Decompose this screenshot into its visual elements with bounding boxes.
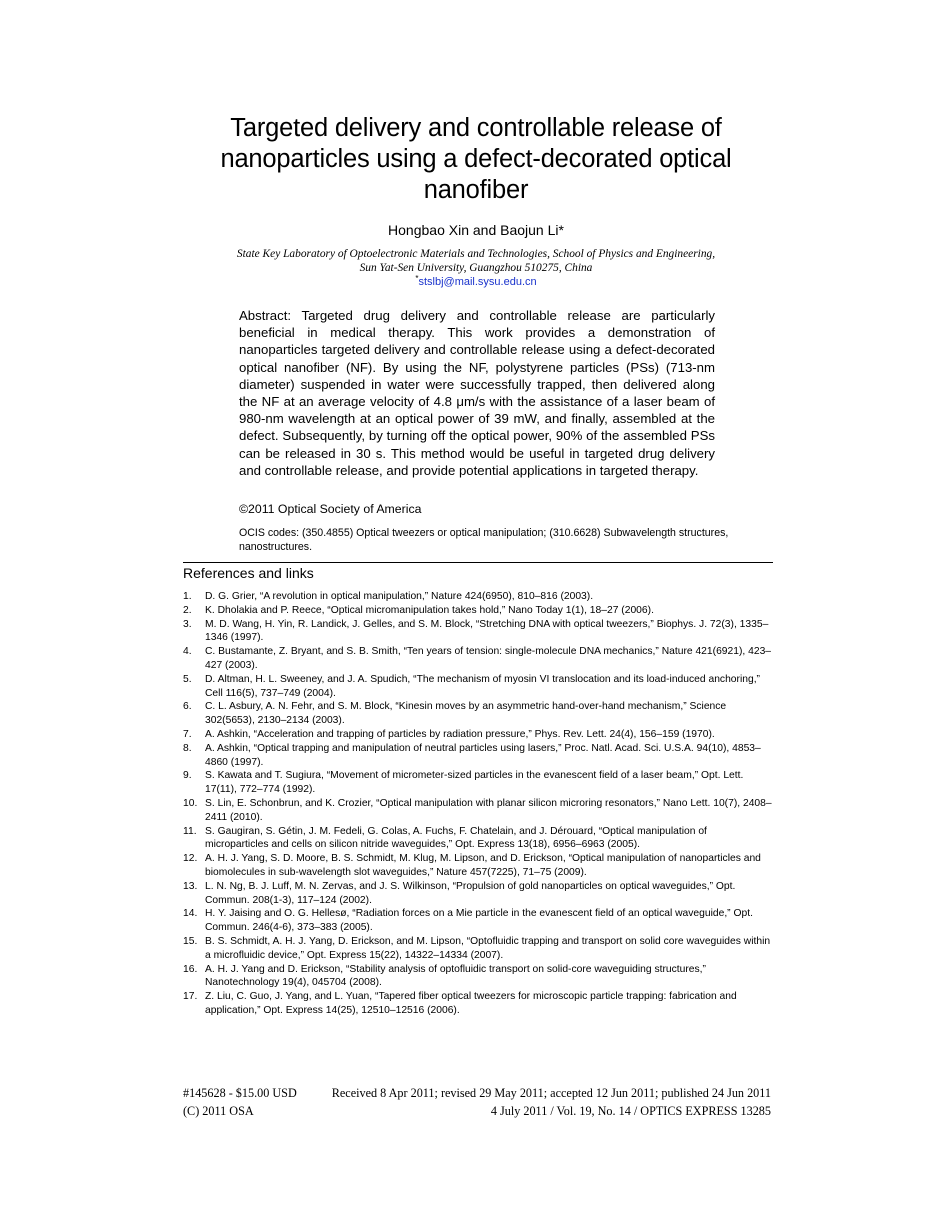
reference-text: S. Gaugiran, S. Gétin, J. M. Fedeli, G. Colas, A. Fuchs, F. Chatelain, and J. Dérouard, “Optical manipulation of microparticles and cells on silicon nitride waveguides,” Opt. Express 13(18), 6956–6963 (2005). [205, 825, 707, 851]
reference-number: 1. [183, 591, 192, 602]
reference-item [183, 797, 773, 825]
footer-line-1 [183, 1086, 771, 1101]
reference-text: M. D. Wang, H. Yin, R. Landick, J. Gelles, and S. M. Block, “Stretching DNA with optical tweezers,” Biophys. J. 72(3), 1335–1346 (1997). [205, 618, 769, 644]
reference-item [183, 907, 773, 935]
abstract [239, 307, 715, 479]
reference-item [183, 645, 773, 673]
reference-item [183, 880, 773, 908]
reference-text: S. Lin, E. Schonbrun, and K. Crozier, “Optical manipulation with planar silicon microring resonators,” Nano Lett. 10(7), 2408–2411 (2010). [205, 797, 772, 823]
affiliation [170, 247, 782, 275]
reference-number: 5. [183, 673, 192, 685]
reference-number: 9. [183, 770, 192, 782]
reference-text: C. L. Asbury, A. N. Fehr, and S. M. Block, “Kinesin moves by an asymmetric hand-over-hand mechanism,” Science 302(5653), 2130–2134 (2003). [205, 701, 727, 727]
abstract-label: Abstract: [239, 308, 292, 323]
copyright-notice: ©2011 Optical Society of America [239, 502, 422, 516]
email-marker: * [415, 274, 419, 283]
reference-text: A. H. J. Yang, S. D. Moore, B. S. Schmidt, M. Klug, M. Lipson, and D. Erickson, “Optical manipulation of nanoparticles and biomolecules in sub-wavelength slot waveguides,” Nature 457(7225), 71–75 (2009). [205, 853, 761, 878]
reference-number: 10. [183, 797, 198, 809]
affiliation-line-2: Sun Yat-Sen University, Guangzhou 510275, China [359, 262, 593, 274]
reference-item [183, 852, 773, 880]
received-dates: Received 8 Apr 2011; revised 29 May 2011; accepted 12 Jun 2011; published 24 Jun 2011 [331, 1086, 771, 1100]
reference-number: 15. [183, 935, 198, 947]
abstract-text: Targeted drug delivery and controllable release are particularly beneficial in medical therapy. This work provides a demonstration of nanoparticles targeted delivery and controllable release using a defect-decorated optical nanofiber (NF). By using the NF, polystyrene particles (PSs) (713-nm diameter) suspended in water were successfully trapped, then delivered along the NF at an average velocity of 4.8 μm/s with the assistance of a laser beam of 980-nm wavelength at an optical power of 39 mW, and finally, assembled at the defect. Subsequently, by turning off the optical power, 90% of the assembled PSs can be released in 30 s. This method would be useful in targeted drug delivery and controllable release, and provide potential applications in targeted therapy. [239, 308, 715, 478]
author-list: Hongbao Xin and Baojun Li* [388, 222, 564, 238]
reference-text: C. Bustamante, Z. Bryant, and S. B. Smith, “Ten years of tension: single-molecule DNA mechanics,” Nature 421(6921), 423–427 (2003). [205, 646, 772, 671]
corresponding-email [170, 274, 782, 288]
references-list [183, 590, 773, 1018]
reference-text: H. Y. Jaising and O. G. Hellesø, “Radiation forces on a Mie particle in the evanescent field of an optical waveguide,” Opt. Commun. 246(4-6), 373–383 (2005). [205, 908, 753, 934]
reference-number: 16. [183, 963, 198, 975]
reference-number: 2. [183, 604, 192, 616]
reference-item [183, 673, 773, 701]
reference-text: B. S. Schmidt, A. H. J. Yang, D. Erickson, and M. Lipson, “Optofluidic trapping and transport on solid core waveguides within a microfluidic device,” Opt. Express 15(22), 14322–14334 (2007). [205, 935, 771, 961]
reference-text: K. Dholakia and P. Reece, “Optical micromanipulation takes hold,” Nano Today 1(1), 18–27 (2006). [205, 604, 654, 616]
reference-number: 8. [183, 742, 192, 754]
reference-number: 13. [183, 880, 198, 892]
reference-text: Z. Liu, C. Guo, J. Yang, and L. Yuan, “Tapered fiber optical tweezers for microscopic particle trapping: fabrication and application,” Opt. Express 14(25), 12510–12516 (2006). [205, 991, 737, 1016]
reference-text: A. H. J. Yang and D. Erickson, “Stability analysis of optofluidic transport on solid-core waveguiding structures,” Nanotechnology 19(4), 045704 (2008). [205, 963, 706, 989]
reference-item [183, 742, 773, 770]
ocis-codes: OCIS codes: (350.4855) Optical tweezers or optical manipulation; (310.6628) Subwavelength structures, nanostructures. [239, 527, 729, 553]
reference-number: 7. [183, 728, 192, 740]
reference-item [183, 769, 773, 797]
reference-text: L. N. Ng, B. J. Luff, M. N. Zervas, and J. S. Wilkinson, “Propulsion of gold nanoparticles on optical waveguides,” Opt. Commun. 208(1-3), 117–124 (2002). [205, 880, 736, 906]
reference-item [183, 825, 773, 853]
footer-line-2 [183, 1104, 771, 1119]
reference-item [183, 590, 773, 604]
reference-item [183, 700, 773, 728]
reference-number: 11. [183, 825, 197, 837]
osa-copyright: (C) 2011 OSA [183, 1104, 254, 1118]
journal-citation: 4 July 2011 / Vol. 19, No. 14 / OPTICS EXPRESS 13285 [490, 1104, 771, 1118]
reference-text: A. Ashkin, “Optical trapping and manipulation of neutral particles using lasers,” Proc. Natl. Acad. Sci. U.S.A. 94(10), 4853–4860 (1997). [205, 742, 761, 768]
reference-text: D. G. Grier, “A revolution in optical manipulation,” Nature 424(6950), 810–816 (2003). [205, 591, 594, 602]
reference-number: 6. [183, 701, 192, 713]
reference-item [183, 935, 773, 963]
reference-text: D. Altman, H. L. Sweeney, and J. A. Spudich, “The mechanism of myosin VI translocation and its load-induced anchoring,” Cell 116(5), 737–749 (2004). [205, 673, 760, 699]
affiliation-line-1: State Key Laboratory of Optoelectronic Materials and Technologies, School of Physics and Engineering, [236, 248, 716, 260]
reference-item [183, 963, 773, 991]
reference-item [183, 604, 773, 618]
paper-title: Targeted delivery and controllable release of nanoparticles using a defect-decorated optical nanofiber [220, 114, 732, 204]
reference-text: S. Kawata and T. Sugiura, “Movement of micrometer-sized particles in the evanescent field of a laser beam,” Opt. Lett. 17(11), 772–774 (1992). [205, 770, 744, 796]
reference-number: 17. [183, 991, 198, 1003]
reference-number: 12. [183, 853, 198, 865]
reference-text: A. Ashkin, “Acceleration and trapping of particles by radiation pressure,” Phys. Rev. Lett. 24(4), 156–159 (1970). [205, 728, 715, 740]
section-divider [183, 562, 773, 563]
reference-item [183, 728, 773, 742]
reference-item [183, 990, 773, 1018]
references-heading: References and links [183, 565, 314, 581]
email-link[interactable]: stslbj@mail.sysu.edu.cn [418, 276, 537, 288]
reference-number: 14. [183, 908, 198, 920]
reference-number: 3. [183, 618, 192, 630]
article-price: #145628 - $15.00 USD [183, 1086, 297, 1100]
reference-number: 4. [183, 646, 192, 658]
reference-item [183, 618, 773, 646]
